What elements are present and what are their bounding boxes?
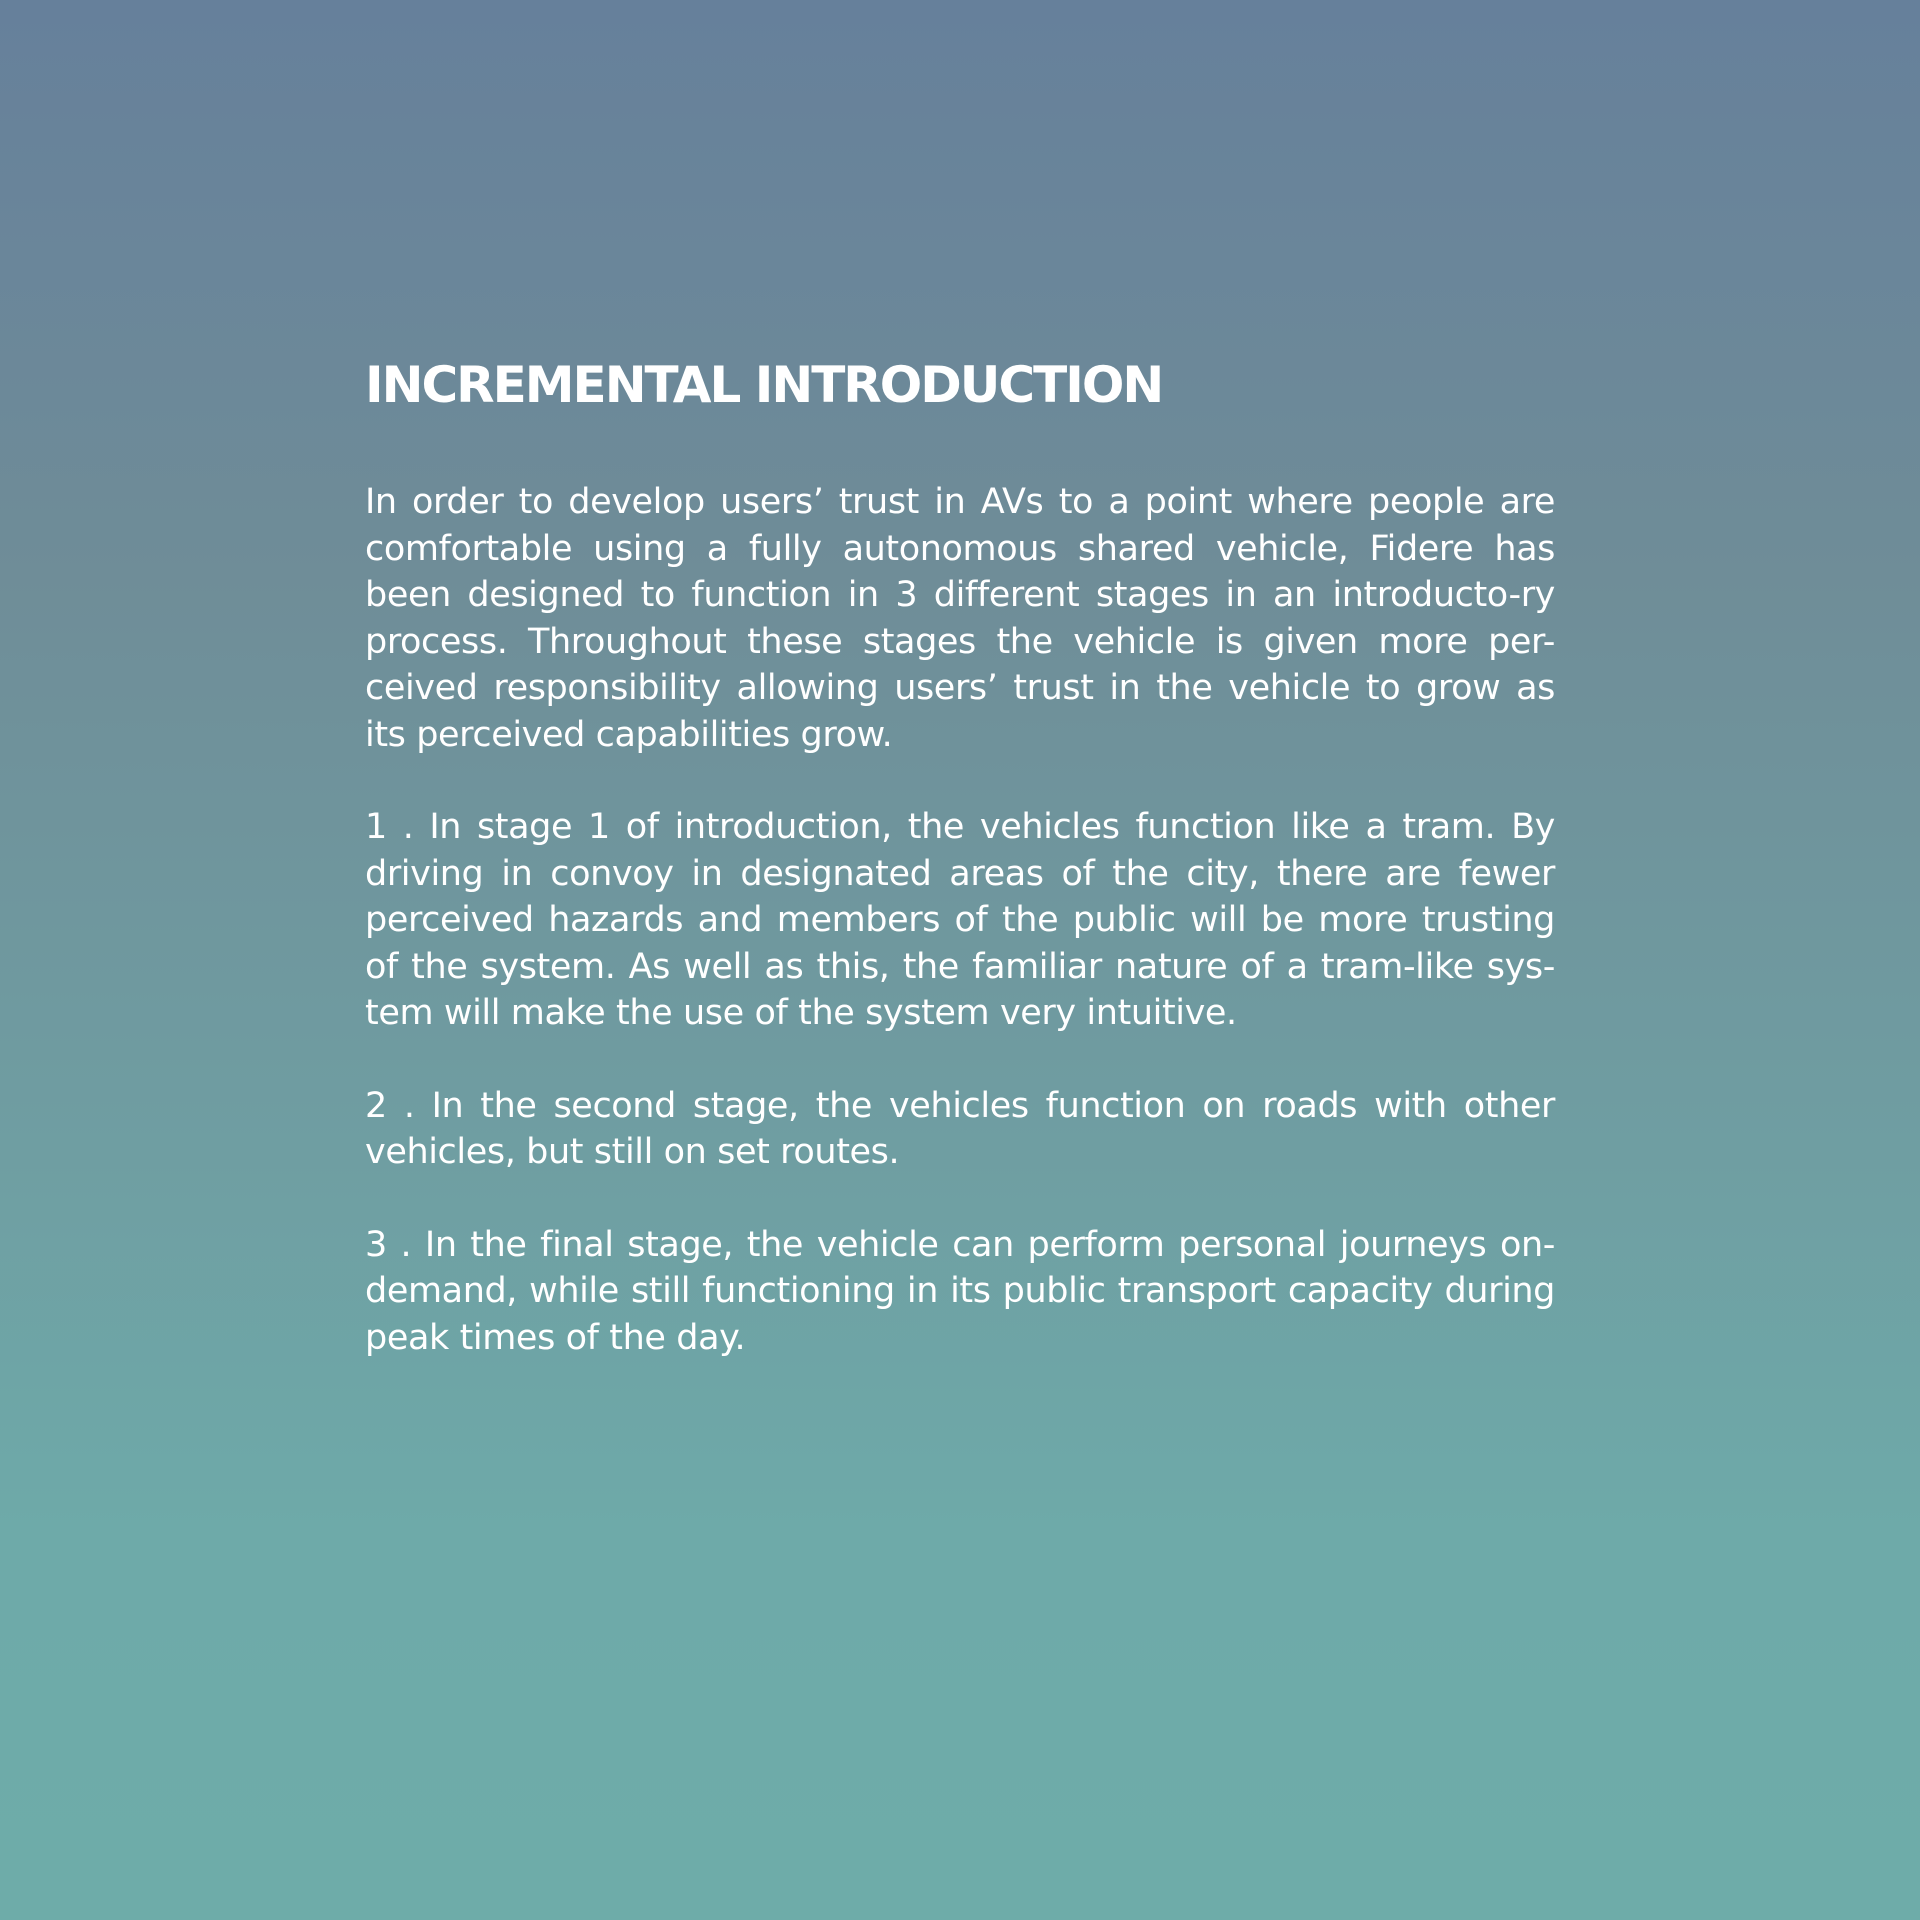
- intro-paragraph: In order to develop users’ trust in AVs to a point where people are comfortable using a fully autonomous shared vehicle, Fidere has been designed to function in 3 different stages in an introducto-ry process. Throughout these stages the vehicle is given more per-ceived responsibility allowing users’ trust in the vehicle to grow as its perceived capabilities grow.: [365, 482, 1555, 755]
- document-body: [365, 355, 1555, 1407]
- stage-1-paragraph: 1 . In stage 1 of introduction, the vehicles function like a tram. By driving in convoy in designated areas of the city, there are fewer perceived hazards and members of the public will be more trusting of the system. As well as this, the familiar nature of a tram-like sys-tem will make the use of the system very intuitive.: [365, 807, 1555, 1033]
- stage-2-paragraph: 2 . In the second stage, the vehicles function on roads with other vehicles, but still on set routes.: [365, 1085, 1555, 1172]
- stage-3-paragraph: 3 . In the final stage, the vehicle can perform personal journeys on-demand, while still functioning in its public transport capacity during peak times of the day.: [365, 1224, 1555, 1358]
- page-title: INCREMENTAL INTRODUCTION: [365, 356, 1163, 414]
